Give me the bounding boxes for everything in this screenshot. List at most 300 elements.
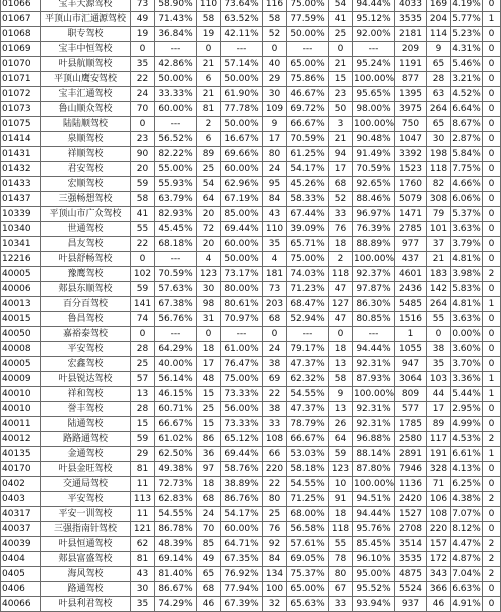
cell-school-code: 12216 [1, 252, 41, 267]
cell-c4: 56.00% [221, 402, 263, 417]
cell-c1: 19 [131, 27, 155, 42]
cell-c4: 64.71% [221, 537, 263, 552]
cell-c4: 76.47% [221, 357, 263, 372]
cell-c9: 4875 [395, 567, 427, 582]
cell-c7: 23 [329, 87, 353, 102]
cell-school-code: 40008 [1, 342, 41, 357]
cell-c10: 220 [427, 522, 451, 537]
cell-c8: 80.85% [353, 312, 395, 327]
table-row [1, 477, 501, 492]
table-row [1, 177, 501, 192]
table-row [1, 42, 501, 57]
cell-c5: 76 [263, 522, 287, 537]
cell-c6: 67.44% [287, 207, 329, 222]
cell-c4: 54.17% [221, 507, 263, 522]
cell-c7: 127 [329, 297, 353, 312]
cell-c10: 17 [427, 402, 451, 417]
cell-c11: 4.53% [451, 432, 483, 447]
cell-c6: 53.03% [287, 447, 329, 462]
cell-c12: 0 [483, 327, 501, 342]
cell-c9: 3392 [395, 147, 427, 162]
cell-c11: 8.12% [451, 522, 483, 537]
cell-school-name: 平安驾校 [41, 492, 131, 507]
cell-c4: 80.61% [221, 297, 263, 312]
cell-c4: 77.78% [221, 102, 263, 117]
cell-c8: 90.48% [353, 132, 395, 147]
cell-c2: --- [155, 252, 197, 267]
cell-c7: 50 [329, 102, 353, 117]
cell-c9: 1191 [395, 57, 427, 72]
cell-c6: 69.72% [287, 102, 329, 117]
cell-c4: 42.11% [221, 27, 263, 42]
cell-school-name: 郏县富盛驾校 [41, 552, 131, 567]
cell-c8: 96.97% [353, 207, 395, 222]
table-row [1, 222, 501, 237]
cell-c5: 134 [263, 567, 287, 582]
cell-c3: 81 [197, 102, 221, 117]
cell-c1: 81 [131, 552, 155, 567]
cell-c7: 68 [329, 177, 353, 192]
cell-c5: 73 [263, 282, 287, 297]
cell-c11: 8.67% [451, 117, 483, 132]
cell-c11: 3.98% [451, 267, 483, 282]
cell-c6: 75.86% [287, 72, 329, 87]
cell-c6: 70.59% [287, 132, 329, 147]
cell-c6: 68.00% [287, 507, 329, 522]
cell-c7: 10 [329, 477, 353, 492]
cell-c4: 63.52% [221, 12, 263, 27]
cell-c1: 74 [131, 312, 155, 327]
cell-c9: 977 [395, 237, 427, 252]
cell-c6: 45.26% [287, 177, 329, 192]
cell-c10: 117 [427, 432, 451, 447]
cell-c10: 55 [427, 312, 451, 327]
cell-c10: 264 [427, 297, 451, 312]
cell-c8: 94.44% [353, 342, 395, 357]
cell-c9: 7946 [395, 462, 427, 477]
cell-school-code: 40039 [1, 537, 41, 552]
cell-c1: 90 [131, 147, 155, 162]
cell-school-code: 0402 [1, 477, 41, 492]
cell-c12: 0 [483, 57, 501, 72]
cell-c5: 29 [263, 72, 287, 87]
cell-c10: 21 [427, 252, 451, 267]
table-row [1, 132, 501, 147]
cell-c2: 70.59% [155, 267, 197, 282]
cell-c12: 0 [483, 132, 501, 147]
cell-c9: 437 [395, 252, 427, 267]
cell-c10: 142 [427, 282, 451, 297]
cell-c7: 18 [329, 237, 353, 252]
cell-c8: 92.31% [353, 402, 395, 417]
cell-c6: 77.59% [287, 12, 329, 27]
cell-c11: 7.04% [451, 567, 483, 582]
cell-c3: 17 [197, 357, 221, 372]
cell-c9: 1055 [395, 342, 427, 357]
cell-c10: 172 [427, 552, 451, 567]
cell-c6: 75.00% [287, 0, 329, 12]
cell-c12: 0 [483, 507, 501, 522]
cell-c5: 109 [263, 102, 287, 117]
cell-c2: --- [155, 117, 197, 132]
cell-c6: 79.17% [287, 342, 329, 357]
cell-c12: 0 [483, 462, 501, 477]
cell-school-code: 40037 [1, 522, 41, 537]
cell-c7: 76 [329, 222, 353, 237]
cell-c9: 5524 [395, 582, 427, 597]
cell-c8: 94.44% [353, 507, 395, 522]
cell-school-code: 40317 [1, 507, 41, 522]
table-row [1, 312, 501, 327]
cell-c3: 15 [197, 417, 221, 432]
cell-c10: 65 [427, 57, 451, 72]
cell-c10: 108 [427, 507, 451, 522]
cell-school-code: 10339 [1, 207, 41, 222]
table-row [1, 102, 501, 117]
cell-c6: 52.94% [287, 312, 329, 327]
cell-c1: 0 [131, 327, 155, 342]
cell-c12: 0 [483, 222, 501, 237]
table-row [1, 192, 501, 207]
cell-school-name: 宝丰中恒驾校 [41, 42, 131, 57]
cell-c10: 0 [427, 327, 451, 342]
cell-c8: 95.00% [353, 567, 395, 582]
cell-c1: 23 [131, 132, 155, 147]
table-row [1, 432, 501, 447]
cell-c5: 181 [263, 267, 287, 282]
table-row [1, 402, 501, 417]
cell-c7: 41 [329, 12, 353, 27]
cell-c2: 55.93% [155, 177, 197, 192]
cell-c1: 58 [131, 192, 155, 207]
cell-c6: 74.03% [287, 267, 329, 282]
cell-c1: 0 [131, 42, 155, 57]
cell-c1: 35 [131, 597, 155, 612]
cell-c5: 80 [263, 147, 287, 162]
cell-c4: 57.14% [221, 57, 263, 72]
cell-c8: --- [353, 42, 395, 57]
cell-school-name: 鲁山顺众驾校 [41, 102, 131, 117]
table-row [1, 507, 501, 522]
cell-c4: 67.39% [221, 597, 263, 612]
cell-school-name: 昌友驾校 [41, 237, 131, 252]
cell-c2: 33.33% [155, 87, 197, 102]
cell-c6: 68.47% [287, 297, 329, 312]
table-row [1, 447, 501, 462]
cell-school-code: 40006 [1, 282, 41, 297]
cell-school-code: 01071 [1, 72, 41, 87]
cell-c8: 100.00% [353, 72, 395, 87]
table-row [1, 327, 501, 342]
cell-c1: 70 [131, 102, 155, 117]
cell-c11: 6.61% [451, 447, 483, 462]
cell-c10: 79 [427, 207, 451, 222]
cell-school-code: 01066 [1, 0, 41, 12]
cell-c2: 62.50% [155, 447, 197, 462]
cell-school-code: 10340 [1, 222, 41, 237]
cell-c4: 69.44% [221, 222, 263, 237]
cell-c12: 0 [483, 192, 501, 207]
cell-school-code: 40010 [1, 402, 41, 417]
cell-c2: 50.00% [155, 72, 197, 87]
cell-c1: 35 [131, 57, 155, 72]
cell-c6: 65.00% [287, 582, 329, 597]
cell-c9: 937 [395, 597, 427, 612]
cell-c7: 21 [329, 57, 353, 72]
cell-c8: 96.88% [353, 432, 395, 447]
cell-c12: 0 [483, 597, 501, 612]
cell-school-name: 叶县锐达驾校 [41, 372, 131, 387]
cell-c5: 66 [263, 447, 287, 462]
cell-school-code: 01068 [1, 27, 41, 42]
table-row [1, 582, 501, 597]
cell-c5: 0 [263, 327, 287, 342]
cell-c10: 264 [427, 102, 451, 117]
cell-c6: 65.63% [287, 597, 329, 612]
cell-c12: 2 [483, 267, 501, 282]
cell-c12: 1 [483, 297, 501, 312]
table-row [1, 162, 501, 177]
cell-c2: 56.14% [155, 372, 197, 387]
cell-c9: 1760 [395, 177, 427, 192]
table-row [1, 147, 501, 162]
cell-c12: 0 [483, 252, 501, 267]
cell-c10: 38 [427, 342, 451, 357]
cell-c2: 82.22% [155, 147, 197, 162]
cell-c5: 25 [263, 507, 287, 522]
cell-c3: 20 [197, 207, 221, 222]
cell-school-code: 40135 [1, 447, 41, 462]
cell-c2: 81.40% [155, 567, 197, 582]
cell-c9: 1516 [395, 312, 427, 327]
cell-c7: 47 [329, 312, 353, 327]
table-row [1, 57, 501, 72]
cell-c6: 50.00% [287, 27, 329, 42]
cell-c2: 82.93% [155, 207, 197, 222]
cell-c8: 92.31% [353, 417, 395, 432]
cell-c10: 106 [427, 492, 451, 507]
cell-c9: 1527 [395, 507, 427, 522]
cell-school-code: 40050 [1, 327, 41, 342]
cell-c11: 5.37% [451, 207, 483, 222]
cell-c3: 89 [197, 147, 221, 162]
cell-c1: 11 [131, 477, 155, 492]
cell-school-code: 01072 [1, 87, 41, 102]
cell-school-name: 平顶山鹰安驾校 [41, 72, 131, 87]
cell-school-code: 0406 [1, 582, 41, 597]
cell-c8: 86.30% [353, 297, 395, 312]
cell-c12: 0 [483, 102, 501, 117]
cell-c11: 4.87% [451, 552, 483, 567]
cell-c10: 63 [427, 87, 451, 102]
table-row [1, 552, 501, 567]
cell-c1: 20 [131, 162, 155, 177]
cell-c6: 56.58% [287, 522, 329, 537]
cell-c9: 2436 [395, 282, 427, 297]
cell-c11: 3.70% [451, 357, 483, 372]
cell-c8: 95.76% [353, 522, 395, 537]
table-row [1, 417, 501, 432]
cell-c4: 60.00% [221, 162, 263, 177]
cell-c9: 1047 [395, 132, 427, 147]
cell-c4: 50.00% [221, 117, 263, 132]
cell-c10: 30 [427, 132, 451, 147]
cell-c9: 2420 [395, 492, 427, 507]
cell-c12: 0 [483, 87, 501, 102]
cell-c5: 32 [263, 597, 287, 612]
cell-c4: 86.76% [221, 492, 263, 507]
cell-c6: 71.23% [287, 282, 329, 297]
cell-c5: 69 [263, 372, 287, 387]
cell-school-code: 0403 [1, 492, 41, 507]
cell-c6: 57.61% [287, 537, 329, 552]
cell-c5: 108 [263, 432, 287, 447]
table-row [1, 87, 501, 102]
cell-c7: 54 [329, 0, 353, 12]
cell-school-code: 10341 [1, 237, 41, 252]
cell-c2: 66.67% [155, 417, 197, 432]
cell-c10: 343 [427, 567, 451, 582]
cell-c3: 72 [197, 222, 221, 237]
cell-c2: 63.79% [155, 192, 197, 207]
cell-c12: 1 [483, 387, 501, 402]
cell-school-code: 01070 [1, 57, 41, 72]
cell-c7: 2 [329, 252, 353, 267]
cell-c11: 5.46% [451, 57, 483, 72]
cell-c7: 55 [329, 537, 353, 552]
cell-c4: 73.64% [221, 0, 263, 12]
cell-c6: 58.33% [287, 192, 329, 207]
cell-c8: 94.51% [353, 492, 395, 507]
cell-school-code: 40005 [1, 357, 41, 372]
cell-c8: 100.00% [353, 252, 395, 267]
cell-c2: 48.39% [155, 537, 197, 552]
cell-c5: 38 [263, 402, 287, 417]
cell-c8: 94.44% [353, 0, 395, 12]
cell-c2: 69.14% [155, 552, 197, 567]
cell-c1: 102 [131, 267, 155, 282]
cell-c5: 52 [263, 27, 287, 42]
cell-c12: 0 [483, 402, 501, 417]
cell-c1: 141 [131, 297, 155, 312]
cell-c6: 75.00% [287, 252, 329, 267]
cell-c2: 46.15% [155, 387, 197, 402]
cell-school-code: 01431 [1, 147, 41, 162]
cell-c1: 13 [131, 387, 155, 402]
cell-c6: --- [287, 327, 329, 342]
cell-school-code: 01075 [1, 117, 41, 132]
cell-c7: 0 [329, 42, 353, 57]
cell-school-name: 海风驾校 [41, 567, 131, 582]
cell-c3: 64 [197, 192, 221, 207]
cell-school-name: 祥和驾校 [41, 387, 131, 402]
cell-school-code: 40170 [1, 462, 41, 477]
cell-c4: 61.90% [221, 87, 263, 102]
cell-c3: 4 [197, 252, 221, 267]
cell-c12: 0 [483, 282, 501, 297]
table-row [1, 342, 501, 357]
cell-c7: 3 [329, 117, 353, 132]
cell-c5: 203 [263, 297, 287, 312]
cell-school-name: 路路通驾校 [41, 432, 131, 447]
cell-c4: 80.00% [221, 282, 263, 297]
cell-c8: 95.52% [353, 582, 395, 597]
cell-school-name: 叶县舒畅驾校 [41, 252, 131, 267]
cell-c7: 118 [329, 522, 353, 537]
cell-c12: 2 [483, 432, 501, 447]
cell-c11: 4.81% [451, 252, 483, 267]
cell-school-code: 0404 [1, 552, 41, 567]
cell-c8: 93.94% [353, 597, 395, 612]
cell-c10: 118 [427, 162, 451, 177]
cell-school-name: 叶县利君驾校 [41, 597, 131, 612]
cell-c10: 366 [427, 582, 451, 597]
cell-c1: 113 [131, 492, 155, 507]
cell-c6: 65.00% [287, 57, 329, 72]
cell-c10: 328 [427, 462, 451, 477]
cell-school-name: 平安一训驾校 [41, 507, 131, 522]
cell-c2: 40.00% [155, 357, 197, 372]
cell-c3: 0 [197, 42, 221, 57]
cell-c11: 4.91% [451, 597, 483, 612]
cell-c2: 57.63% [155, 282, 197, 297]
cell-c1: 59 [131, 432, 155, 447]
cell-c11: 3.21% [451, 72, 483, 87]
cell-c11: 5.77% [451, 12, 483, 27]
cell-c2: 60.71% [155, 402, 197, 417]
cell-c1: 49 [131, 12, 155, 27]
cell-c5: 84 [263, 552, 287, 567]
cell-c11: 6.63% [451, 582, 483, 597]
cell-c7: 80 [329, 567, 353, 582]
cell-c4: 76.92% [221, 567, 263, 582]
cell-school-name: 世通驾校 [41, 222, 131, 237]
cell-c8: 96.10% [353, 552, 395, 567]
cell-c12: 0 [483, 0, 501, 12]
cell-school-name: 祥顺驾校 [41, 147, 131, 162]
cell-c10: 28 [427, 72, 451, 87]
cell-c5: 24 [263, 162, 287, 177]
cell-c11: 4.31% [451, 42, 483, 57]
cell-c5: 58 [263, 12, 287, 27]
cell-c3: 21 [197, 87, 221, 102]
cell-c8: 85.45% [353, 537, 395, 552]
table-row [1, 267, 501, 282]
cell-c11: 2.95% [451, 402, 483, 417]
cell-c8: 88.14% [353, 447, 395, 462]
cell-c9: 750 [395, 117, 427, 132]
cell-c5: 33 [263, 417, 287, 432]
cell-school-code: 40009 [1, 372, 41, 387]
cell-c12: 0 [483, 117, 501, 132]
cell-c3: 6 [197, 132, 221, 147]
cell-c6: 65.71% [287, 237, 329, 252]
cell-c7: 26 [329, 417, 353, 432]
cell-c6: 66.67% [287, 432, 329, 447]
cell-c5: 110 [263, 222, 287, 237]
cell-c10: 103 [427, 372, 451, 387]
cell-c6: 46.67% [287, 87, 329, 102]
cell-c4: 75.00% [221, 372, 263, 387]
cell-c2: 36.84% [155, 27, 197, 42]
cell-c11: 4.66% [451, 177, 483, 192]
cell-c12: 2 [483, 567, 501, 582]
cell-c11: 3.60% [451, 342, 483, 357]
cell-school-name: 豫鹰驾校 [41, 267, 131, 282]
cell-c9: 2708 [395, 522, 427, 537]
cell-school-name: 泉顺驾校 [41, 132, 131, 147]
cell-c9: 1785 [395, 417, 427, 432]
